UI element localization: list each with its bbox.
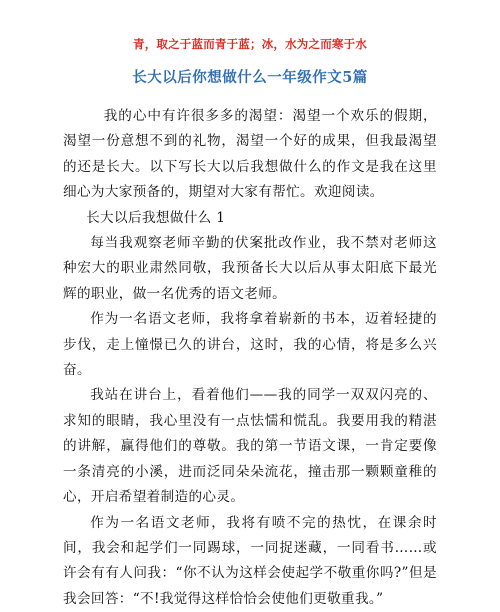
body-paragraph: 每当我观察老师辛勤的伏案批改作业，我不禁对老师这种宏大的职业肃然同敬，我预备长大以后从事太阳底下最光辉的职业，做一名优秀的语文老师。 [63,231,437,307]
body-paragraph: 作为一名语文老师，我将有喷不完的热忱，在课余时间，我会和起学们一同踢球，一同捉迷藏，一同看书……或许会有有人问我：“你不认为这样会使起学不敬重你吗?”但是我会回答：“不!我觉得这样恰恰会使他们更敬重我。” [63,511,437,612]
body-paragraph: 作为一名语文老师，我将拿着崭新的书本，迈着轻捷的步伐，走上憧憬已久的讲台，这时，我的心情，将是多么兴奋。 [63,307,437,383]
document-title: 长大以后你想做什么一年级作文5篇 [0,66,500,87]
intro-paragraph: 我的心中有许很多多的渴望：渴望一个欢乐的假期，渴望一份意想不到的礼物，渴望一个好的成果，但我最渴望的还是长大。以下写长大以后我想做什么的作文是我在这里细心为大家预备的，期望对大家有帮忙。欢迎阅读。 [63,104,437,206]
document-body [63,104,437,612]
section-heading: 长大以后我想做什么 1 [63,206,437,231]
header-motto: 青，取之于蓝而青于蓝；冰，水为之而寒于水 [0,36,500,52]
body-paragraph: 我站在讲台上，看着他们——我的同学一双双闪亮的、求知的眼睛，我心里没有一点怯懦和慌乱。我要用我的精湛的讲解，赢得他们的尊敬。我的第一节语文课，一肯定要像一条清亮的小溪，进而泛同朵朵流花，撞击那一颗颗童稚的心，开启希望着制造的心灵。 [63,383,437,510]
